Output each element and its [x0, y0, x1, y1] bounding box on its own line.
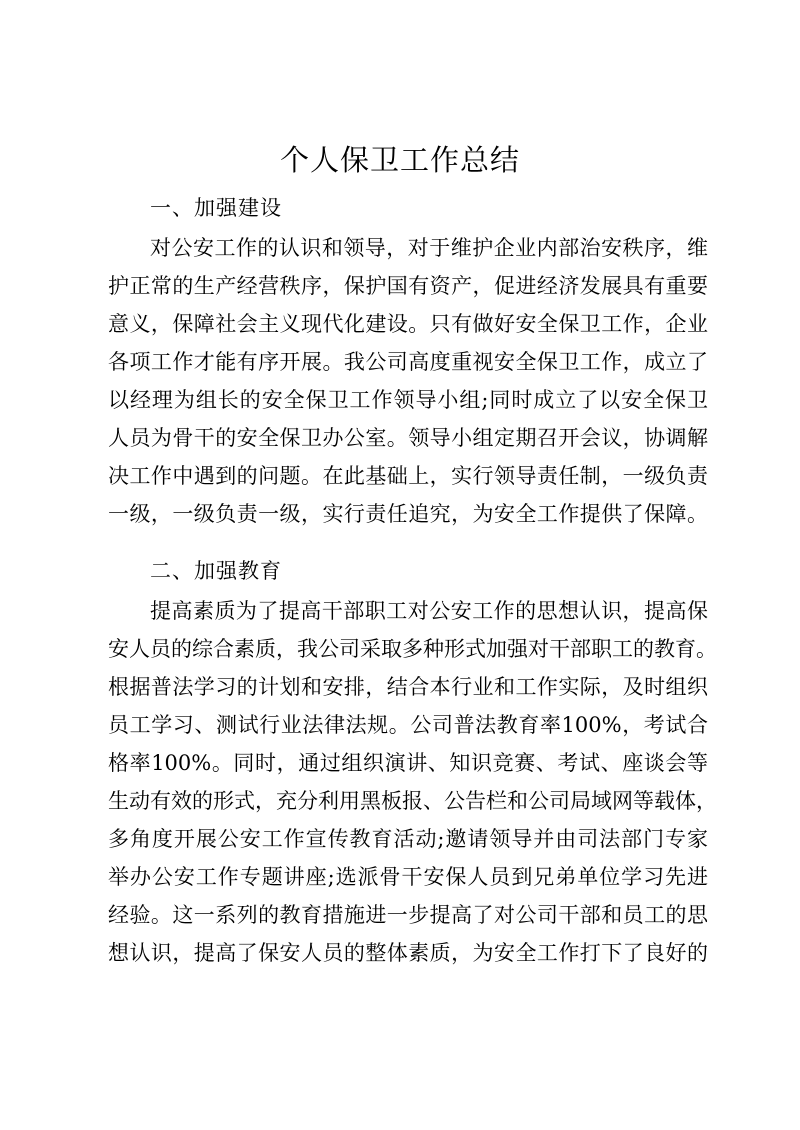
paragraph-line: 多角度开展公安工作宣传教育活动;邀请领导并由司法部门专家 — [108, 827, 708, 851]
paragraph-line: 护正常的生产经营秩序，保护国有资产，促进经济发展具有重要 — [108, 274, 708, 298]
paragraph-line: 意义，保障社会主义现代化建设。只有做好安全保卫工作，企业 — [108, 312, 708, 336]
paragraph-line: 以经理为组长的安全保卫工作领导小组;同时成立了以安全保卫 — [108, 388, 708, 412]
paragraph-line: 安人员的综合素质，我公司采取多种形式加强对干部职工的教育。 — [108, 637, 717, 661]
section-heading-construction: 一、加强建设 — [150, 196, 282, 220]
document-title: 个人保卫工作总结 — [279, 143, 520, 177]
paragraph-line: 生动有效的形式，充分利用黑板报、公告栏和公司局域网等载体， — [108, 789, 717, 813]
paragraph-line: 想认识，提高了保安人员的整体素质，为安全工作打下了良好的 — [108, 941, 708, 965]
paragraph-line: 提高素质为了提高干部职工对公安工作的思想认识，提高保 — [150, 599, 708, 623]
paragraph-line: 各项工作才能有序开展。我公司高度重视安全保卫工作，成立了 — [108, 350, 708, 374]
paragraph-line: 员工学习、测试行业法律法规。公司普法教育率100%，考试合 — [108, 713, 708, 737]
paragraph-line: 举办公安工作专题讲座;选派骨干安保人员到兄弟单位学习先进 — [108, 865, 708, 889]
paragraph-line: 一级，一级负责一级，实行责任追究，为安全工作提供了保障。 — [108, 502, 708, 526]
paragraph-line: 决工作中遇到的问题。在此基础上，实行领导责任制，一级负责 — [108, 464, 708, 488]
section-heading-education: 二、加强教育 — [150, 559, 282, 583]
paragraph-line: 经验。这一系列的教育措施进一步提高了对公司干部和员工的思 — [108, 903, 708, 927]
paragraph-line: 格率100%。同时，通过组织演讲、知识竞赛、考试、座谈会等 — [108, 751, 708, 775]
paragraph-line: 根据普法学习的计划和安排，结合本行业和工作实际，及时组织 — [108, 675, 708, 699]
paragraph-construction — [108, 229, 708, 533]
paragraph-line: 人员为骨干的安全保卫办公室。领导小组定期召开会议，协调解 — [108, 426, 708, 450]
paragraph-line: 对公安工作的认识和领导，对于维护企业内部治安秩序，维 — [150, 236, 708, 260]
paragraph-education — [108, 592, 717, 972]
